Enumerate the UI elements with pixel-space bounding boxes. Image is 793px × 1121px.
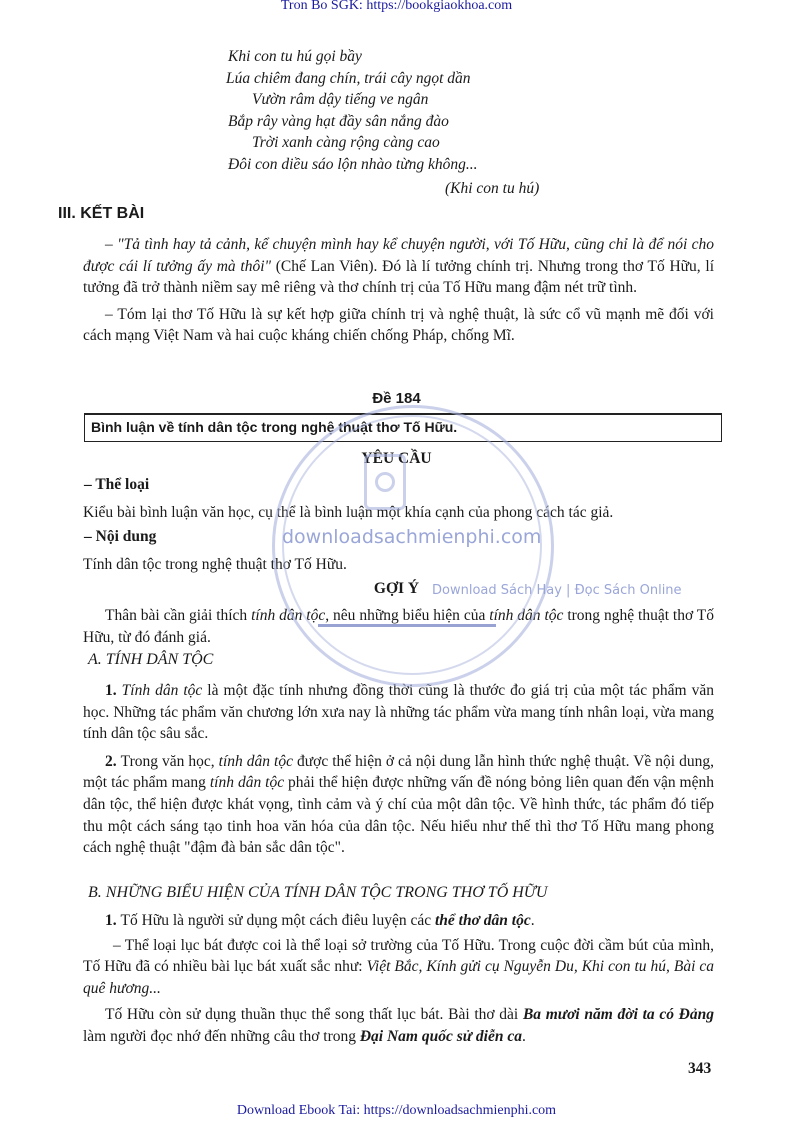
poem-line: Khi con tu hú gọi bầy xyxy=(228,48,362,65)
paragraph: – "Tả tình hay tả cảnh, kể chuyện mình hay kể chuyện người, với Tố Hữu, cũng chỉ là để nói cho được cái lí tưởng ấy mà thôi" (Chế Lan Viên). Đó là lí tưởng chính trị. Nhưng trong thơ Tố Hữu, lí tưởng đã trở thành niềm say mê riêng và thơ chính trị của Tố Hữu mang đậm nét trữ tình. – Tóm lại thơ Tố Hữu là sự kết hợp giữa chính trị và nghệ thuật, là sức cổ vũ mạnh mẽ đối với cách mạng Việt Nam và hai cuộc kháng chiến chống Pháp, chống Mĩ. xyxy=(83,236,715,345)
poem-line: Trời xanh càng rộng càng cao xyxy=(252,134,440,151)
exercise-title: Đề 184 xyxy=(372,390,421,407)
poem-source: (Khi con tu hú) xyxy=(445,180,540,197)
page-number: 343 xyxy=(688,1060,712,1077)
section-title: III. KẾT BÀI xyxy=(58,205,145,222)
genre-text: Kiểu bài bình luận văn học, cụ thể là bình luận một khía cạnh của phong cách tác giả. xyxy=(83,504,614,521)
section-a-title: A. TÍNH DÂN TỘC xyxy=(88,651,214,668)
footer-link[interactable]: Download Ebook Tai: https://downloadsachmienphi.com xyxy=(236,1103,557,1118)
poem xyxy=(228,46,478,175)
heading-requirements: YÊU CẦU xyxy=(361,450,432,467)
heading-suggestions: GỢI Ý xyxy=(373,580,420,597)
label-genre: – Thể loại xyxy=(84,476,150,493)
header-link[interactable]: Tron Bo SGK: https://bookgiaokhoa.com xyxy=(280,0,513,13)
content-text: Tính dân tộc trong nghệ thuật thơ Tố Hữu. xyxy=(83,556,347,573)
exercise-prompt-box xyxy=(84,413,722,442)
label-content: – Nội dung xyxy=(84,528,157,545)
watermark-tagline: Download Sách Hay | Đọc Sách Online xyxy=(432,583,682,598)
watermark-site: downloadsachmienphi.com xyxy=(282,526,542,548)
poem-line: Lúa chiêm đang chín, trái cây ngọt dần xyxy=(226,69,471,87)
paragraph: 1. Tính dân tộc là một đặc tính nhưng đồng thời cũng là thước đo giá trị của một tác phẩm văn học. Những tác phẩm văn chương lớn xưa nay là những tác phẩm vừa mang tính nhân loại, vừa mang tính dân tộc sâu sắc. 2. Trong văn học, tính dân tộc được thể hiện ở cả nội dung lẫn hình thức nghệ thuật. Về nội dung, một tác phẩm mang tính dân tộc phải thể hiện được những vấn đề nóng bỏng liên quan đến vận mệnh dân tộc, thể hiện được khát vọng, tình cảm và ý chí của một dân tộc. Về hình thức, tác phẩm đó tiếp thu một cách sáng tạo tinh hoa văn hóa của dân tộc. Nếu hiểu như thế thì thơ Tố Hữu mang phong cách nghệ thuật "đậm đà bản sắc dân tộc". xyxy=(83,682,714,857)
poem-line: Bắp rây vàng hạt đầy sân nắng đào xyxy=(228,112,449,130)
paragraph: 1. Tố Hữu là người sử dụng một cách điêu luyện các thể thơ dân tộc. – Thể loại lục bát được coi là thể loại sở trường của Tố Hữu. Trong cuộc đời cầm bút của mình, Tố Hữu đã có nhiều bài lục bát xuất sắc như: Việt Bắc, Kính gửi cụ Nguyễn Du, Khi con tu hú, Bài ca quê hương... Tố Hữu còn sử dụng thuần thục thể song thất lục bát. Bài thơ dài Ba mươi năm đời ta có Đảng làm người đọc nhớ đến những câu thơ trong Đại Nam quốc sử diễn ca. xyxy=(83,912,714,1045)
poem-line: Đôi con diều sáo lộn nhào từng không... xyxy=(228,155,478,173)
poem-line: Vườn râm dậy tiếng ve ngân xyxy=(252,91,429,108)
paragraph: Thân bài cần giải thích tính dân tộc, nêu những biểu hiện của tính dân tộc trong nghệ thuật thơ Tố Hữu, từ đó đánh giá. xyxy=(83,607,715,646)
section-b-title: B. NHỮNG BIỂU HIỆN CỦA TÍNH DÂN TỘC TRONG THƠ TỐ HỮU xyxy=(88,884,548,901)
exercise-prompt: Bình luận về tính dân tộc trong nghệ thuật thơ Tố Hữu. xyxy=(91,419,458,435)
